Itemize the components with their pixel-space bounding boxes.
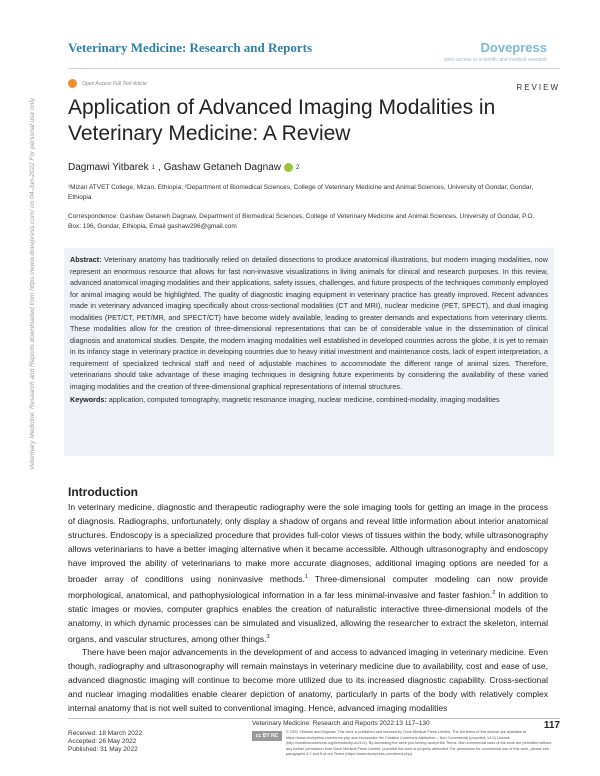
abstract-text: Veterinary anatomy has traditionally relied on detailed dissections to produce anatomical illustrations, but modern imaging modalities, now represent an enormous resource that allows for fast non-invasive visualizations in living animals for clinical and research purposes. In this review, advanced anatomical imaging modalities and their applications, safety issues, challenges, and future prospects of the techniques commonly employed for animal imaging would be highlighted. The quality of diagnostic imaging equipment in veterinary practice has greatly improved. Recent advances made in veterinary advanced imaging specifically about cross-sectional modalities (CT and MRI), nuclear medicine (PET, SPECT), and dual imaging modalities (PET/CT, PET/MR, and SPECT/CT) have become widely available, leading to greater demands and expectations from veterinary clients. These modalities allow for the creation of three-dimensional representations that can be of considerable value in the dissemination of clinical diagnosis and anatomical studies. Despite, the modern imaging modalities well established in developed countries across the globe, it is yet to remain in its infancy stage in veterinary practice in developing countries due to heavy initial investment and maintenance costs, lack of expert interpretation, a requirement of specialized technical staff and need of adjustable machines to accommodate the different range of animal sizes. Therefore, veterinarians should take advantage of these imaging techniques in designing future experiments by considering the availability of these varied imaging modalities and the creation of three-dimensional graphical representations of internal structures. [70, 255, 548, 391]
license-text: © 2022 Yitbarek and Dagnaw. This work is published and licensed by Dove Medical Press Limited. The full terms of this license are available at https://www.dovepress.com/terms.php and incorporate the Creative Commons Attribution – Non Commercial (unported, v3.0) License (http://creativecommons.org/licenses/by-nc/3.0/). By accessing the work you hereby accept the Terms. Non-commercial uses of the work are permitted without any further permission from Dove Medical Press Limited, provided the work is properly attributed. For permission for commercial use of this work, please see paragraphs 4.2 and 5 of our Terms (https://www.dovepress.com/terms.php). [286, 730, 552, 757]
footer-divider [68, 718, 560, 719]
paragraph-text: Three-dimensional computer modeling can now provide morphological, anatomical, and pathophysiological information in a far less minimal-invasive and faster fashion. [68, 573, 549, 600]
paragraph-text: In veterinary medicine, diagnostic and therapeutic radiography were the sole imaging tools for getting an image in the process of diagnosis. Radiographs, unfortunately, only display a shadow of organs and reveal little information about interior anatomical structures. Endoscopy is a specialized procedure that provides full-color views of tissues within the body, while ultrasonography allows veterinarians to have a better imaging alternative when it became accessible. Although ultrasonography and endoscopy have improved the ability of veterinarians to make more accurate diagnoses, additional imaging options are needed for a broader array of conditions using noninvasive methods. [68, 502, 548, 584]
paragraph-text: In addition to static images or movies, computer graphics enables the creation of naturalistic interactive three-dimensional models of the anatomy, in which dynamic processes can be simulated and visualized, allowing the researcher to extract the skeleton, internal organs, and vascular structures, among other things. [68, 589, 548, 644]
article-type: REVIEW [516, 83, 560, 92]
publisher-tagline: open access to scientific and medical research [443, 57, 547, 63]
download-watermark: Veterinary Medicine: Research and Reports downloaded from https://www.dovepress.com/ on 04-Jun-2022 For personal use only. [29, 96, 36, 470]
author-list [68, 162, 299, 173]
keywords [70, 394, 548, 406]
open-access-icon [68, 79, 77, 88]
affiliations: ¹Mizan ATVET College, Mizan, Ethiopia; ²Department of Biomedical Sciences, College of Veterinary Medicine and Animal Sciences, University of Gondar, Gondar, Ethiopia [68, 184, 534, 201]
journal-name[interactable]: Veterinary Medicine: Research and Reports [68, 40, 313, 55]
keywords-text: application, computed tomography, magnetic resonance imaging, nuclear medicine, combined-modality, imaging modalities [106, 395, 500, 404]
page-number: 117 [543, 720, 560, 731]
citation-ref[interactable]: 1 [304, 574, 308, 580]
keywords-label: Keywords: [70, 395, 107, 404]
abstract-box [64, 248, 554, 456]
abstract-label: Abstract: [70, 255, 102, 264]
section-heading-introduction: Introduction [68, 485, 138, 499]
article-title: Application of Advanced Imaging Modalities in Veterinary Medicine: A Review [68, 96, 496, 145]
publisher-logo[interactable]: Dovepress [480, 40, 547, 55]
published-date: Published: 31 May 2022 [68, 746, 138, 753]
cc-license-label: cc BY NC [255, 733, 279, 739]
author-affiliation-marker: 1 [151, 164, 155, 171]
author-name[interactable]: Gashaw Getaneh Dagnaw [163, 162, 282, 173]
paragraph [68, 500, 548, 645]
paragraph: There have been major advancements in the development of and access to advanced imaging in veterinary medicine. Even though, radiography and ultrasonography will remain mainstays in veterinary medicine due to availability, cost and ease of use, advanced diagnostic imaging will continue to become more utilized due to its increased diagnostic capability. Cross-sectional and nuclear imaging modalities enable clearer depiction of anatomy, particularly in parts of the body with relatively complex internal anatomy that is not well suited to conventional imaging. Hence, advanced imaging modalities [68, 647, 548, 714]
header-divider [68, 68, 560, 69]
open-access-label: Open Access Full Text Article [82, 80, 147, 87]
article-dates [68, 730, 142, 754]
open-access-badge [68, 79, 147, 88]
orcid-icon[interactable] [284, 163, 293, 172]
citation-ref[interactable]: 3 [266, 633, 270, 640]
author-affiliation-marker: 2 [296, 164, 300, 171]
author-name[interactable]: Dagmawi Yitbarek [68, 162, 149, 173]
abstract [70, 254, 548, 392]
journal-citation: Veterinary Medicine: Research and Reports 2022:13 117–130 [252, 720, 430, 727]
correspondence: Correspondence: Gashaw Getaneh Dagnaw, Department of Biomedical Sciences, College of Veterinary Medicine and Animal Sciences, University of Gondar, P.O. Box: 196, Gondar, Ethiopia, Email gashaw296@gmail.com [68, 213, 535, 230]
cc-license-badge[interactable] [252, 731, 282, 741]
author-separator: , [157, 162, 161, 173]
accepted-date: Accepted: 26 May 2022 [68, 738, 137, 745]
received-date: Received: 18 March 2022 [68, 730, 143, 737]
introduction-body [68, 500, 548, 715]
citation-ref[interactable]: 2 [492, 589, 496, 596]
